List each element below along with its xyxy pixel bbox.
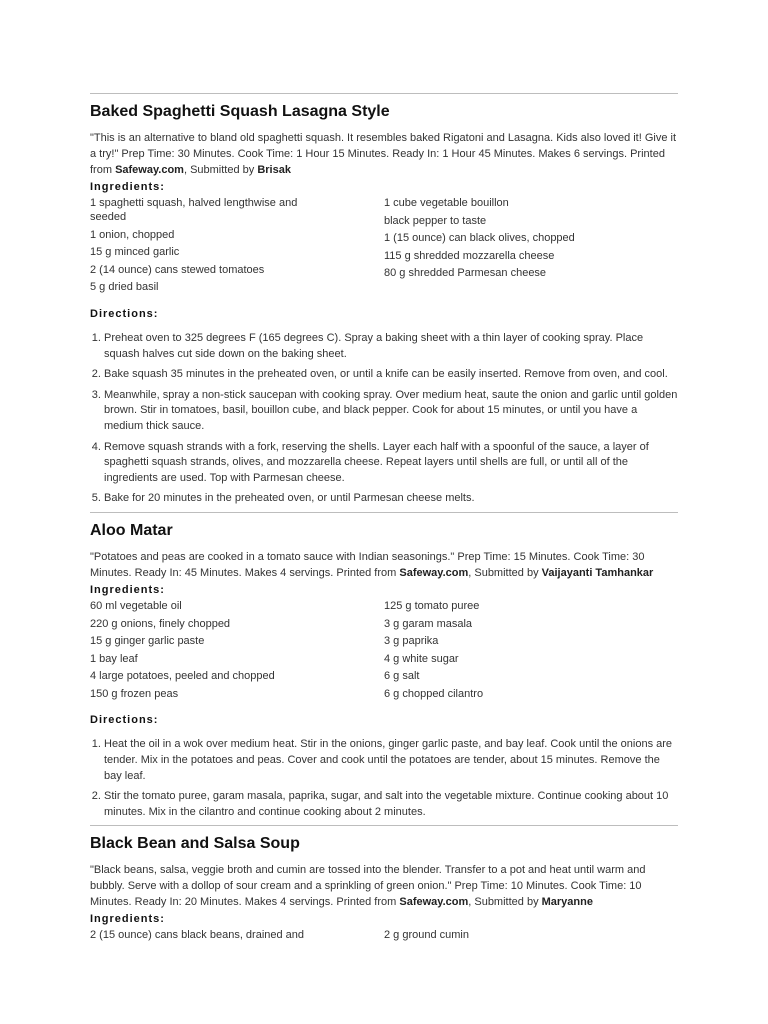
ingredient-item: 5 g dried basil (90, 281, 159, 294)
directions-list (90, 331, 678, 507)
ingredient-item: 15 g ginger garlic paste (90, 635, 205, 648)
ingredients-list (90, 928, 678, 946)
direction-step: 2. Stir the tomato puree, garam masala, paprika, sugar, and salt into the vegetable mixture. Continue cooking about 10 minutes. Mix in the cilantro and continue cooking about 2 minutes. (104, 789, 678, 820)
ingredient-item: 2 g ground cumin (384, 929, 469, 942)
ingredient-item: 150 g frozen peas (90, 687, 179, 700)
ingredient-item: 60 ml vegetable oil (90, 599, 182, 612)
ingredients-list (90, 196, 678, 298)
ingredient-item: 4 large potatoes, peeled and chopped (90, 670, 275, 683)
ingredient-item: 220 g onions, finely chopped (90, 617, 231, 630)
author-name: Brisak (257, 164, 291, 176)
source-link[interactable]: Safeway.com (399, 896, 469, 909)
ingredient-item: 80 g shredded Parmesan cheese (384, 267, 547, 280)
recipe-title: Baked Spaghetti Squash Lasagna Style (90, 103, 390, 120)
recipe-card (90, 93, 678, 507)
ingredient-item: 1 spaghetti squash, halved lengthwise and seeded (90, 197, 298, 223)
ingredient-item: 1 onion, chopped (90, 228, 175, 241)
ingredient-item: 1 cube vegetable bouillon (384, 197, 509, 209)
ingredients-right-column (384, 196, 678, 298)
submitted-by-text: , Submitted by (468, 896, 542, 909)
description-text: "Potatoes and peas are cooked in a tomato sauce with Indian seasonings." Prep Time: 15 Minutes. Cook Time: 30 Minutes. Ready In: 45 Minutes. Makes 4 servings. Printed from (90, 550, 645, 579)
ingredient-item: 125 g tomato puree (384, 599, 480, 612)
description-text: "This is an alternative to bland old spaghetti squash. It resembles baked Rigatoni and Lasagna. Kids also loved it! Give it a try!" Prep Time: 30 Minutes. Cook Time: 1 Hour 15 Minutes. Ready In: 1 Hour 45 Minutes. Makes 6 servings. Printed from (90, 132, 677, 176)
ingredient-item: 6 g salt (384, 670, 420, 683)
ingredient-item: 115 g shredded mozzarella cheese (384, 249, 555, 262)
ingredients-label: Ingredients: (90, 583, 165, 596)
recipe-card (90, 512, 678, 821)
recipe-page (90, 93, 678, 946)
direction-step: 2. Bake squash 35 minutes in the preheated oven, or until a knife can be easily inserted. Remove from oven, and cool. (104, 367, 678, 383)
ingredients-left-column (90, 928, 384, 946)
directions-label: Directions: (90, 714, 159, 727)
recipe-description (90, 549, 678, 581)
submitted-by-text: , Submitted by (183, 164, 258, 176)
ingredients-left-column (90, 196, 384, 298)
author-name: Vaijayanti Tamhankar (541, 566, 654, 579)
ingredients-list (90, 599, 678, 705)
author-name: Maryanne (541, 896, 593, 909)
direction-step: 1. Preheat oven to 325 degrees F (165 degrees C). Spray a baking sheet with a thin layer of cooking spray. Place squash halves cut side down on the baking sheet. (104, 331, 678, 362)
ingredient-item: 2 (14 ounce) cans stewed tomatoes (90, 263, 265, 276)
ingredient-item: 15 g minced garlic (90, 246, 180, 259)
ingredient-item: 3 g paprika (384, 635, 439, 648)
direction-step: 4. Remove squash strands with a fork, reserving the shells. Layer each half with a spoonful of the sauce, a layer of spaghetti squash strands, olives, and mozzarella cheese. Repeat layers until shells are full, or until all of the ingredients are used. Top with Parmesan cheese. (104, 440, 678, 487)
recipe-title: Black Bean and Salsa Soup (90, 835, 300, 853)
source-link[interactable]: Safeway.com (115, 164, 184, 176)
description-text: "Black beans, salsa, veggie broth and cumin are tossed into the blender. Transfer to a pot and heat until warm and bubbly. Serve with a dollop of sour cream and a sprinkling of green onion." Prep Time: 10 Minutes. Cook Time: 10 Minutes. Ready In: 20 Minutes. Makes 4 servings. Printed from (90, 864, 646, 909)
direction-step: 3. Meanwhile, spray a non-stick saucepan with cooking spray. Over medium heat, saute the onion and garlic until golden brown. Stir in tomatoes, basil, bouillon cube, and black pepper. Cook for about 15 minutes, or until you have a medium thick sauce. (104, 388, 678, 435)
recipe-description (90, 130, 678, 178)
ingredient-item: 1 bay leaf (90, 652, 138, 665)
direction-step: 5. Bake for 20 minutes in the preheated oven, or until Parmesan cheese melts. (104, 491, 678, 507)
ingredients-label: Ingredients: (90, 913, 165, 926)
recipe-card (90, 825, 678, 946)
recipe-title: Aloo Matar (90, 521, 173, 539)
directions-list (90, 737, 678, 820)
ingredients-right-column (384, 928, 678, 946)
ingredient-item: 2 (15 ounce) cans black beans, drained and (90, 929, 305, 942)
ingredients-label: Ingredients: (90, 181, 165, 193)
source-link[interactable]: Safeway.com (399, 566, 469, 579)
submitted-by-text: , Submitted by (468, 566, 542, 579)
ingredient-item: 4 g white sugar (384, 652, 459, 665)
ingredient-item: 3 g garam masala (384, 617, 473, 630)
ingredients-left-column (90, 599, 384, 705)
directions-label: Directions: (90, 307, 159, 320)
ingredients-right-column (384, 599, 678, 705)
direction-step: 1. Heat the oil in a wok over medium heat. Stir in the onions, ginger garlic paste, and bay leaf. Cook until the onions are tender. Mix in the potatoes and peas. Cover and cook until the potatoes are tender, about 15 minutes. Remove the bay leaf. (104, 737, 678, 784)
recipe-description (90, 862, 678, 910)
ingredient-item: 1 (15 ounce) can black olives, chopped (384, 232, 575, 245)
ingredient-item: 6 g chopped cilantro (384, 687, 484, 700)
ingredient-item: black pepper to taste (384, 214, 487, 227)
